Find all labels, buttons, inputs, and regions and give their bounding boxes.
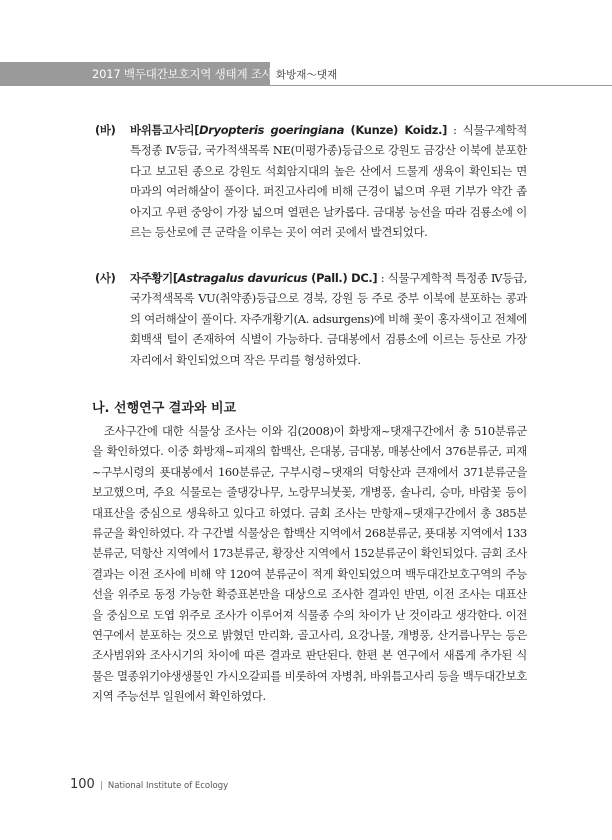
scientific-name: Astragalus davuricus xyxy=(177,271,308,285)
header-rule xyxy=(270,85,612,86)
species-author: (Pall.) DC. xyxy=(307,271,373,285)
entry-marker: (사) xyxy=(95,271,116,285)
species-entry-sa xyxy=(95,268,527,370)
species-description: : 식물구계학적 특정종 Ⅳ등급, 국가적색목록 VU(취약종)등급으로 경북, 강원 등 주로 중부 이북에 분포하는 콩과의 여러해살이 풀이다. 자주개황기(A. adsurgens)에 비해 꽃이 홍자색이고 전체에 회백색 털이 존재하여 식별이 가능하다. 금대봉에서 검룡소에 이르는 등산로 가장자리에서 확인되었으며 작은 무리를 형성하였다. xyxy=(130,271,528,367)
body-paragraph: 조사구간에 대한 식물상 조사는 이와 김(2008)이 화방재~댓재구간에서 총 510분류군을 확인하였다. 이중 화방재~피재의 함백산, 은대봉, 금대봉, 매봉산에서 376분류군, 피재~구부시령의 푯대봉에서 160분류군, 구부시령~댓재의 덕항산과 큰재에서 371분류군을 보고했으며, 주요 식물로는 줄댕강나무, 노랑무늬붓꽃, 개병풍, 솔나리, 승마, 바람꽃 등이 대표산을 중심으로 생육하고 있다고 하였다. 금회 조사는 만항재~댓재구간에서 총 385분류군을 확인하였다. 각 구간별 식물상은 함백산 지역에서 268분류군, 푯대봉 지역에서 133분류군, 덕항산 지역에서 173분류군, 황장산 지역에서 152분류군이 확인되었다. 금회 조사 결과는 이전 조사에 비해 약 120여 분류군이 적게 확인되었으며 백두대간보호구역의 주능선을 위주로 동정 가능한 확증표본만을 대상으로 조사한 결과인 반면, 이전 조사는 대표산을 중심으로 도엽 위주로 조사가 이루어져 식물종 수의 차이가 난 것이라고 생각한다. 이전 연구에서 분포하는 것으로 밝혔던 만리화, 골고사리, 요강나물, 개병풍, 산거름나무는 등은 조사범위와 조사시기의 차이에 따른 결과로 판단된다. 한편 본 연구에서 새롭게 추가된 식물은 멸종위기야생생물인 가시오갈피를 비롯하여 자병취, 바위틈고사리 등을 백두대간보호지역 주능선부 일원에서 확인하였다. xyxy=(92,424,527,704)
species-author: (Kunze) Koidz. xyxy=(344,123,443,137)
page-number: 100 xyxy=(70,777,95,792)
institution-name: National Institute of Ecology xyxy=(107,781,229,791)
species-name: 자주황기[Astragalus davuricus (Pall.) DC.] xyxy=(130,271,378,285)
scientific-name: Dryopteris goeringiana xyxy=(199,123,345,137)
entry-marker: (바) xyxy=(95,123,116,137)
page-footer xyxy=(70,773,228,792)
footer-separator: | xyxy=(99,781,103,791)
species-entry-ba xyxy=(95,120,527,242)
species-description: : 식물구계학적 특정종 Ⅳ등급, 국가적색목록 NE(미평가종)등급으로 강원도 금강산 이북에 분포한다고 보고된 종으로 강원도 석회암지대의 높은 산에서 드물게 생육이 확인되는 면마과의 여러해살이 풀이다. 퍼진고사리에 비해 근경이 넓으며 우편 기부가 약간 좁아지고 우편 중앙이 가장 넓으며 열편은 날카롭다. 금대봉 능선을 따라 검룡소에 이르는 등산로에 큰 군락을 이루는 곳이 여러 곳에서 발견되었다. xyxy=(130,123,527,240)
entry-body xyxy=(130,120,527,242)
section-heading: 나. 선행연구 결과와 비교 xyxy=(92,401,237,416)
report-title: 2017 백두대간보호지역 생태계 조사 xyxy=(92,67,273,81)
header-band xyxy=(0,62,273,86)
running-header xyxy=(0,62,612,86)
species-name: 바위틈고사리[Dryopteris goeringiana (Kunze) Koidz.] xyxy=(130,123,448,137)
entry-body xyxy=(130,268,527,370)
chapter-label: 화방재～댓재 xyxy=(276,69,338,81)
